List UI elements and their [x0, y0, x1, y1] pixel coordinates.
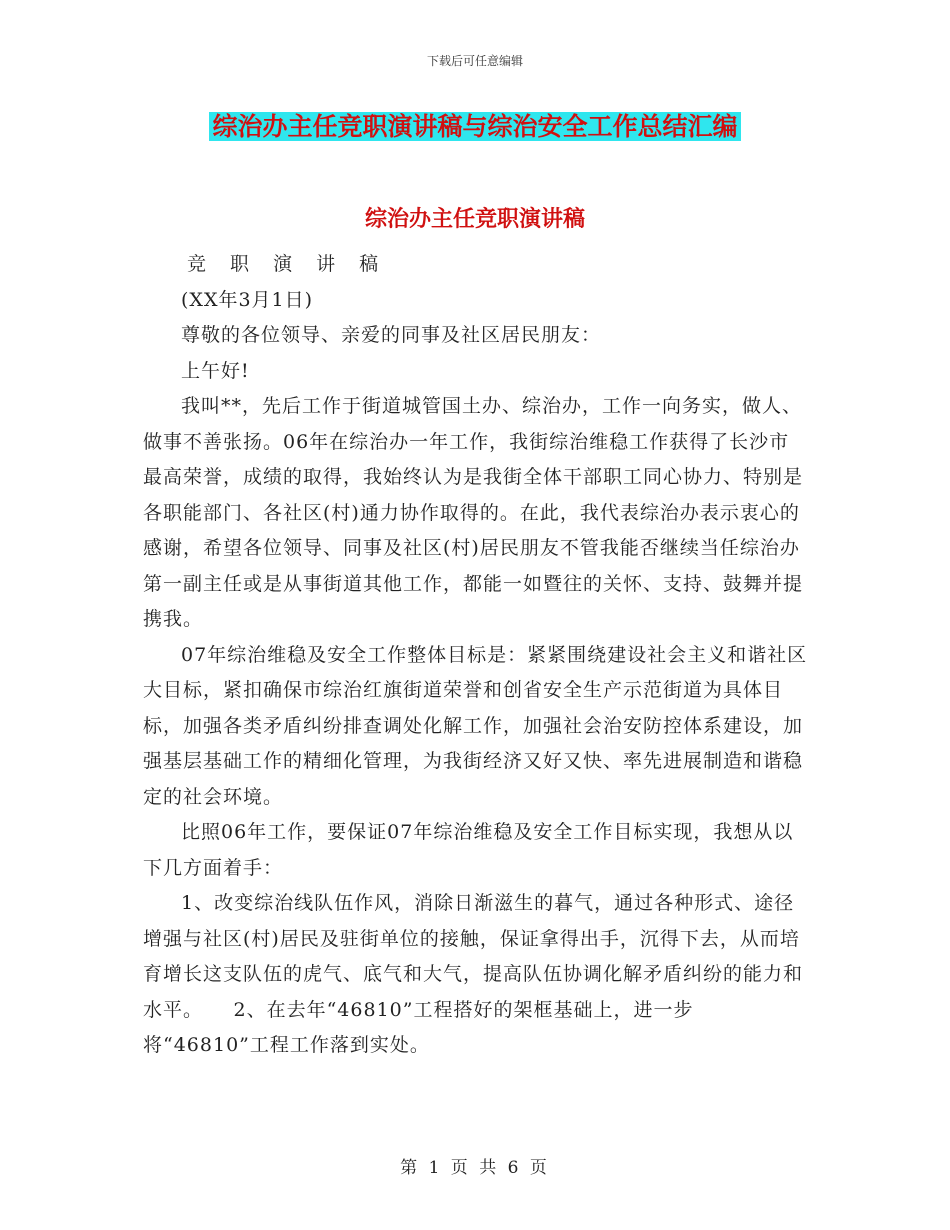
paragraph: 比照06年工作，要保证07年综治维稳及安全工作目标实现，我想从以下几方面着手： [143, 821, 794, 879]
document-title-text: 综治办主任竞职演讲稿与综治安全工作总结汇编 [209, 112, 740, 141]
salutation: 尊敬的各位领导、亲爱的同事及社区居民朋友： [181, 324, 602, 346]
speech-heading: 竞 职 演 讲 稿 [187, 253, 388, 275]
paragraph: 1、改变综治线队伍作风，消除日渐滋生的暮气，通过各种形式、途径增强与社区(村)居民及驻街单位的接触，保证拿得出手，沉得下去，从而培育增长这支队伍的虎气、底气和大气，提高队伍协调化解矛盾纠纷的能力和水平。 2、在去年“46810”工程搭好的架框基础上，进一步将“46810”工程工作落到实处。 [143, 892, 804, 1056]
paragraph: 我叫**，先后工作于街道城管国土办、综治办，工作一向务实，做人、做事不善张扬。06年在综治办一年工作，我街综治维稳工作获得了长沙市最高荣誉，成绩的取得，我始终认为是我街全体干部职工同心协力、特别是各职能部门、各社区(村)通力协作取得的。在此，我代表综治办表示衷心的感谢，希望各位领导、同事及社区(村)居民朋友不管我能否继续当任综治办第一副主任或是从事街道其他工作，都能一如暨往的关怀、支持、鼓舞并提携我。 [143, 395, 804, 630]
header-note: 下载后可任意编辑 [426, 54, 523, 68]
document-title [0, 110, 950, 144]
page-number: 第 1 页 共 6 页 [400, 1158, 550, 1178]
paragraph: 07年综治维稳及安全工作整体目标是：紧紧围绕建设社会主义和谐社区大目标，紧扣确保市综治红旗街道荣誉和创省安全生产示范街道为具体目标，加强各类矛盾纠纷排查调处化解工作，加强社会治安防控体系建设，加强基层基础工作的精细化管理，为我街经济又好又快、率先进展制造和谐稳定的社会环境。 [143, 643, 808, 808]
section-title: 综治办主任竞职演讲稿 [364, 207, 585, 232]
body-text [143, 247, 809, 1064]
speech-date: (XX年3月1日) [181, 288, 314, 311]
greeting: 上午好! [181, 359, 250, 382]
